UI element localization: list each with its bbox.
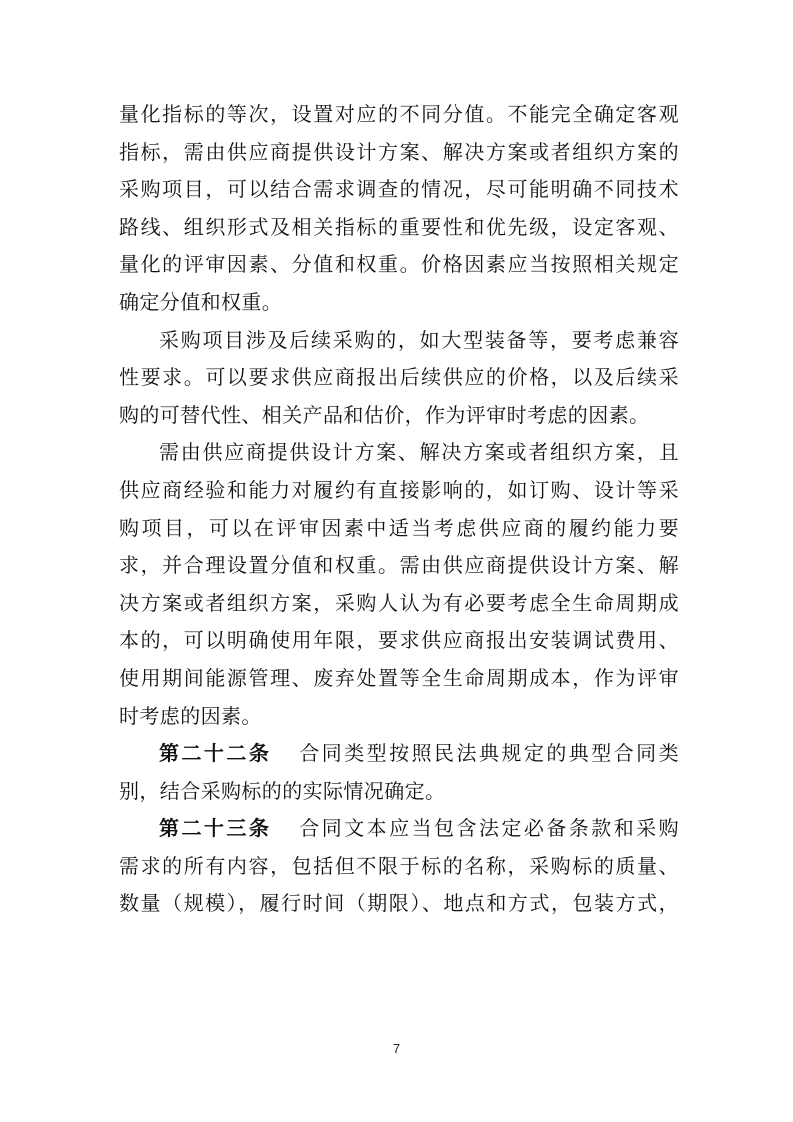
document-body — [119, 96, 679, 923]
text-line: 本的，可以明确使用年限，要求供应商报出安装调试费用、 — [119, 628, 679, 653]
article-22 — [119, 735, 679, 810]
text-line: 决方案或者组织方案，采购人认为有必要考虑全生命周期成 — [119, 590, 679, 615]
text-line: 性要求。可以要求供应商报出后续供应的价格，以及后续采 — [119, 365, 679, 390]
page-number: 7 — [392, 1041, 401, 1056]
text-line: 量化的评审因素、分值和权重。价格因素应当按照相关规定 — [119, 252, 679, 277]
text-line: 数量（规模），履行时间（期限）、地点和方式，包装方式， — [119, 891, 679, 916]
text-line: 采购项目，可以结合需求调查的情况，尽可能明确不同技术 — [119, 177, 679, 202]
paragraph — [119, 434, 679, 735]
paragraph — [119, 96, 679, 322]
text-line: 量化指标的等次，设置对应的不同分值。不能完全确定客观 — [119, 102, 679, 126]
text-line: 需求的所有内容，包括但不限于标的名称，采购标的质量、 — [119, 853, 679, 878]
article-text: 合同文本应当包含法定必备条款和采购 — [299, 816, 680, 841]
text-line: 采购项目涉及后续采购的，如大型装备等，要考虑兼容 — [159, 327, 679, 352]
article-heading: 第二十三条 — [159, 816, 272, 841]
text-line: 路线、组织形式及相关指标的重要性和优先级，设定客观、 — [119, 214, 679, 239]
article-first-line — [119, 735, 679, 773]
text-line: 需由供应商提供设计方案、解决方案或者组织方案，且 — [159, 440, 679, 465]
article-text: 合同类型按照民法典规定的典型合同类 — [299, 741, 680, 766]
paragraph — [119, 322, 679, 435]
text-line: 购的可替代性、相关产品和估价，作为评审时考虑的因素。 — [119, 402, 650, 427]
article-first-line — [119, 810, 679, 848]
text-line: 购项目，可以在评审因素中适当考虑供应商的履约能力要 — [119, 515, 679, 540]
article-23 — [119, 810, 679, 923]
text-line: 指标，需由供应商提供设计方案、解决方案或者组织方案的 — [119, 139, 679, 164]
article-heading: 第二十二条 — [159, 741, 272, 766]
text-line: 求，并合理设置分值和权重。需由供应商提供设计方案、解 — [119, 553, 679, 578]
text-line: 供应商经验和能力对履约有直接影响的，如订购、设计等采 — [119, 477, 679, 502]
text-line: 确定分值和权重。 — [119, 289, 283, 314]
text-line: 别，结合采购标的的实际情况确定。 — [119, 778, 446, 803]
text-line: 使用期间能源管理、废弃处置等全生命周期成本，作为评审 — [119, 665, 679, 690]
text-line: 时考虑的因素。 — [119, 703, 262, 728]
